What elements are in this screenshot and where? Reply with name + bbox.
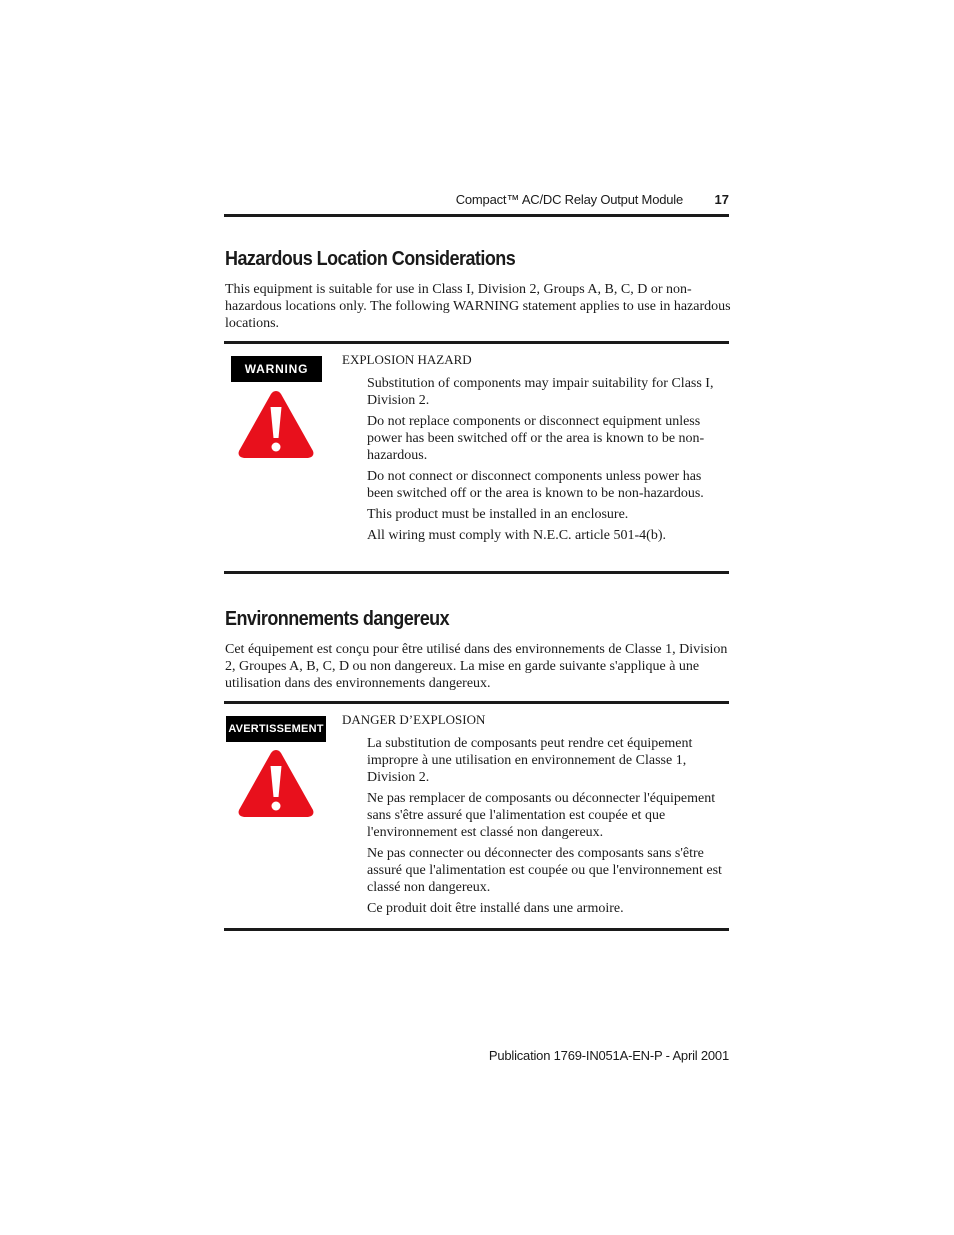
intro-paragraph-en: This equipment is suitable for use in Class I, Division 2, Groups A, B, C, D or non-hazardous locations only. The following WARNING statement applies to use in hazardous locations. — [225, 282, 731, 331]
list-item: All wiring must comply with N.E.C. article 501-4(b). — [367, 528, 667, 543]
list-item: This product must be installed in an enclosure. — [367, 507, 629, 522]
list-item: Do not replace components or disconnect equipment unless power has been switched off or the area is known to be non-hazardous. — [367, 414, 705, 463]
list-item: Ce produit doit être installé dans une armoire. — [367, 901, 624, 916]
list-item: Ne pas connecter ou déconnecter des composants sans s'être assuré que l'alimentation est coupée ou que l'environnement est classé non dangereux. — [367, 846, 722, 895]
warning-box-bottom-rule-fr — [224, 928, 729, 931]
warning-box-top-rule-en — [224, 341, 729, 344]
section-heading-en: Hazardous Location Considerations — [225, 248, 516, 270]
list-item: La substitution de composants peut rendre cet équipement impropre à une utilisation en environnement de Classe 1, Division 2. — [367, 736, 693, 785]
warning-badge: WARNING — [231, 356, 322, 382]
avertissement-badge: AVERTISSEMENT — [226, 716, 326, 742]
page-number: 17 — [714, 192, 729, 207]
warning-triangle-icon — [236, 388, 316, 460]
list-item: Substitution of components may impair suitability for Class I, Division 2. — [367, 376, 714, 408]
publication-footer: Publication 1769-IN051A-EN-P - April 2001 — [488, 1048, 729, 1063]
running-header — [225, 191, 729, 213]
warning-triangle-icon — [236, 747, 316, 819]
hazard-title-en: EXPLOSION HAZARD — [342, 352, 472, 367]
header-title: Compact™ AC/DC Relay Output Module — [455, 192, 683, 207]
section-heading-fr: Environnements dangereux — [225, 608, 450, 630]
warning-box-top-rule-fr — [224, 701, 729, 704]
intro-paragraph-fr: Cet équipement est conçu pour être utilisé dans des environnements de Classe 1, Division 2, Groupes A, B, C, D ou non dangereux. La mise en garde suivante s'applique à une utilisation dans des environnements dangereux. — [225, 642, 728, 691]
warning-box-bottom-rule-en — [224, 571, 729, 574]
list-item: Do not connect or disconnect components unless power has been switched off or the area is known to be non-hazardous. — [367, 469, 704, 501]
warning-list-fr — [367, 735, 729, 921]
list-item: Ne pas remplacer de composants ou déconnecter l'équipement sans s'être assuré que l'alimentation est coupée et que l'environnement est classé non dangereux. — [367, 791, 716, 840]
hazard-title-fr: DANGER D’EXPLOSION — [342, 712, 486, 727]
warning-list-en — [367, 375, 729, 548]
header-rule — [224, 214, 729, 217]
